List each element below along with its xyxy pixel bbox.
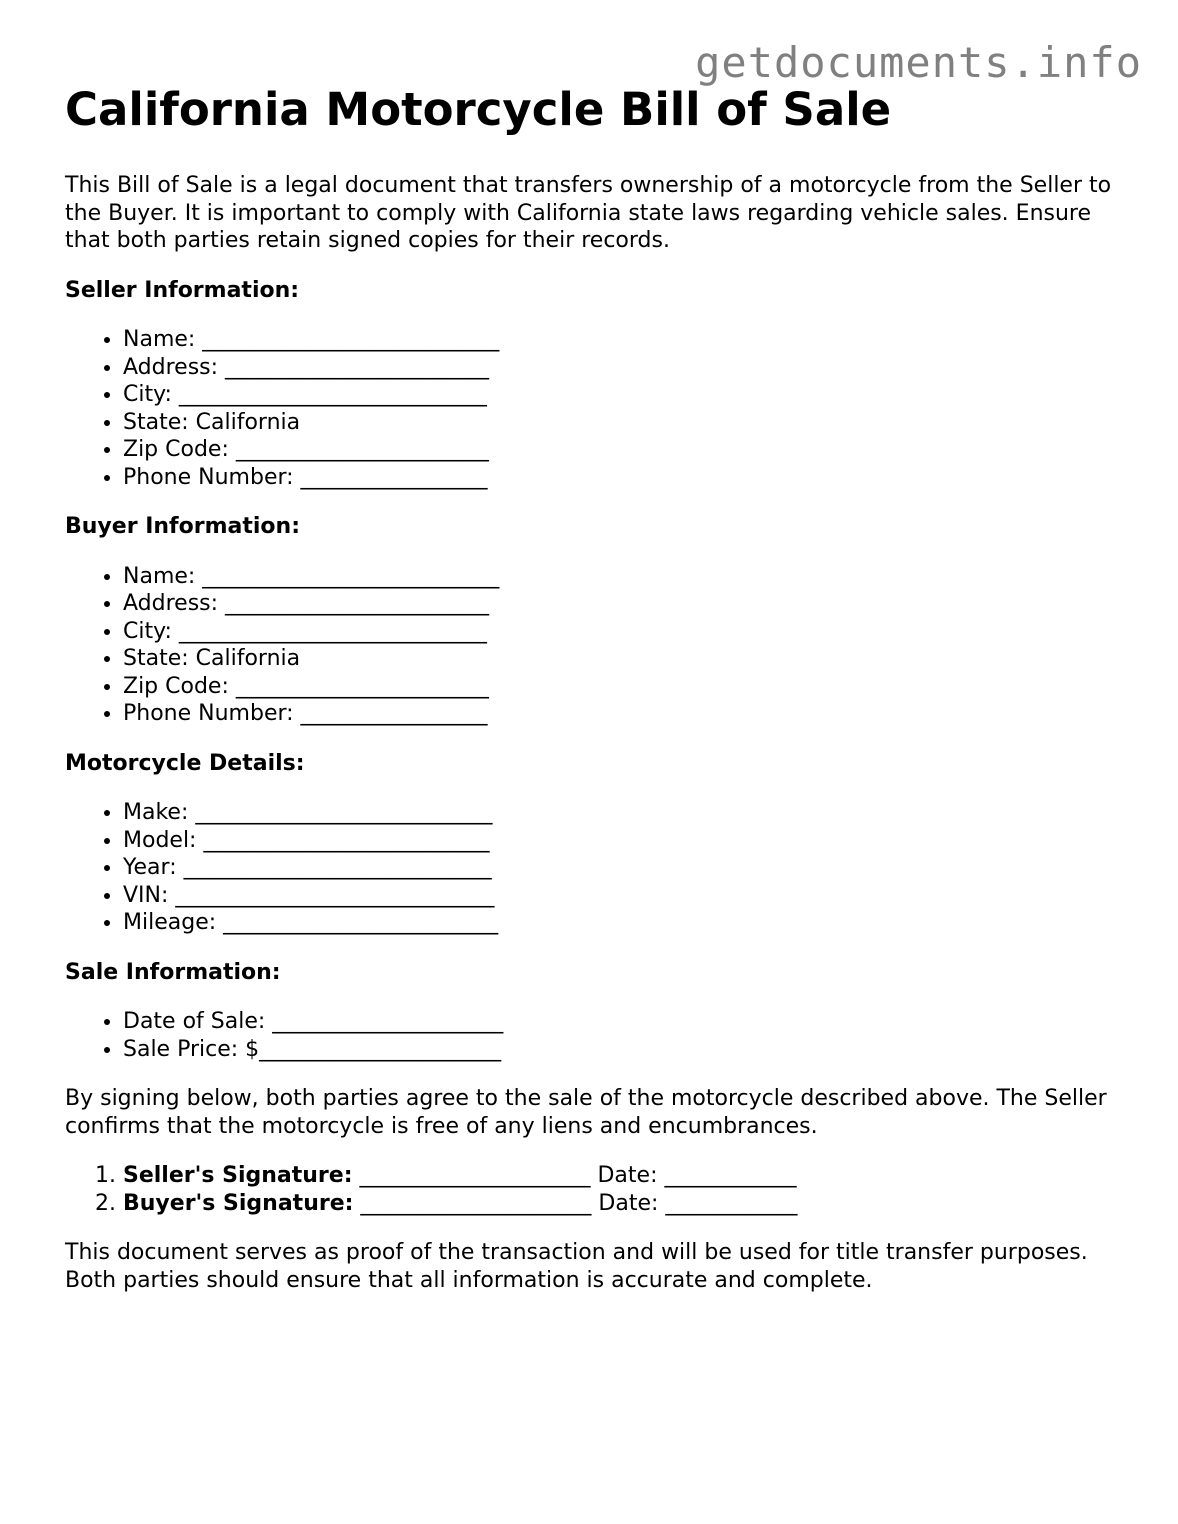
seller-address-field: • Address: ________________________ xyxy=(123,354,1125,382)
buyer-section-heading: Buyer Information: xyxy=(65,514,300,539)
sale-date-field: • Date of Sale: _____________________ xyxy=(123,1008,1125,1036)
intro-paragraph: This Bill of Sale is a legal document that transfers ownership of a motorcycle from the Seller to the Buyer. It is important to comply with California state laws regarding vehicle sales. Ensure that both parties retain signed copies for their records. xyxy=(65,173,1112,253)
seller-phone-field: • Phone Number: _________________ xyxy=(123,464,1125,492)
seller-city-field: • City: ____________________________ xyxy=(123,381,1125,409)
sale-section-heading: Sale Information: xyxy=(65,959,281,985)
buyer-city-field: • City: ____________________________ xyxy=(123,618,1125,646)
motorcycle-mileage-field: • Mileage: _________________________ xyxy=(123,909,1125,937)
closing-paragraph: This document serves as proof of the transaction and will be used for title transfer purposes. Both parties should ensure that all information is accurate and complete. xyxy=(65,1240,1088,1293)
motorcycle-details-list xyxy=(65,799,1125,937)
seller-zip-field: • Zip Code: _______________________ xyxy=(123,436,1125,464)
sale-price-field: • Sale Price: $______________________ xyxy=(123,1036,1125,1064)
watermark: getdocuments.info xyxy=(695,38,1142,87)
seller-info-list xyxy=(65,326,1125,491)
buyer-address-field: • Address: ________________________ xyxy=(123,590,1125,618)
signature-list xyxy=(65,1162,1125,1217)
motorcycle-year-field: • Year: ____________________________ xyxy=(123,854,1125,882)
seller-section-heading: Seller Information: xyxy=(65,277,300,303)
buyer-signature-line xyxy=(123,1190,1125,1218)
buyer-state-field: • State: California xyxy=(123,645,1125,673)
seller-signature-label: Seller's Signature: xyxy=(123,1163,353,1188)
buyer-zip-field: • Zip Code: _______________________ xyxy=(123,673,1125,701)
document-page xyxy=(65,80,1125,1316)
agreement-paragraph: By signing below, both parties agree to the sale of the motorcycle described above. The Seller confirms that the motorcycle is free of any liens and encumbrances. xyxy=(65,1086,1107,1139)
motorcycle-make-field: • Make: ___________________________ xyxy=(123,799,1125,827)
seller-name-field: • Name: ___________________________ xyxy=(123,326,1125,354)
sale-info-list xyxy=(65,1008,1125,1063)
motorcycle-vin-field: • VIN: _____________________________ xyxy=(123,882,1125,910)
seller-signature-blank: _____________________ Date: ____________ xyxy=(352,1163,797,1188)
buyer-signature-label: Buyer's Signature: xyxy=(123,1190,354,1216)
motorcycle-section-heading: Motorcycle Details: xyxy=(65,750,305,776)
buyer-signature-blank: _____________________ Date: ____________ xyxy=(353,1190,798,1216)
buyer-info-list xyxy=(65,563,1125,728)
seller-state-field: • State: California xyxy=(123,409,1125,437)
seller-signature-line xyxy=(123,1162,1125,1190)
buyer-name-field: • Name: ___________________________ xyxy=(123,563,1125,591)
document-title: California Motorcycle Bill of Sale xyxy=(65,83,892,136)
buyer-phone-field: • Phone Number: _________________ xyxy=(123,700,1125,728)
motorcycle-model-field: • Model: __________________________ xyxy=(123,827,1125,855)
